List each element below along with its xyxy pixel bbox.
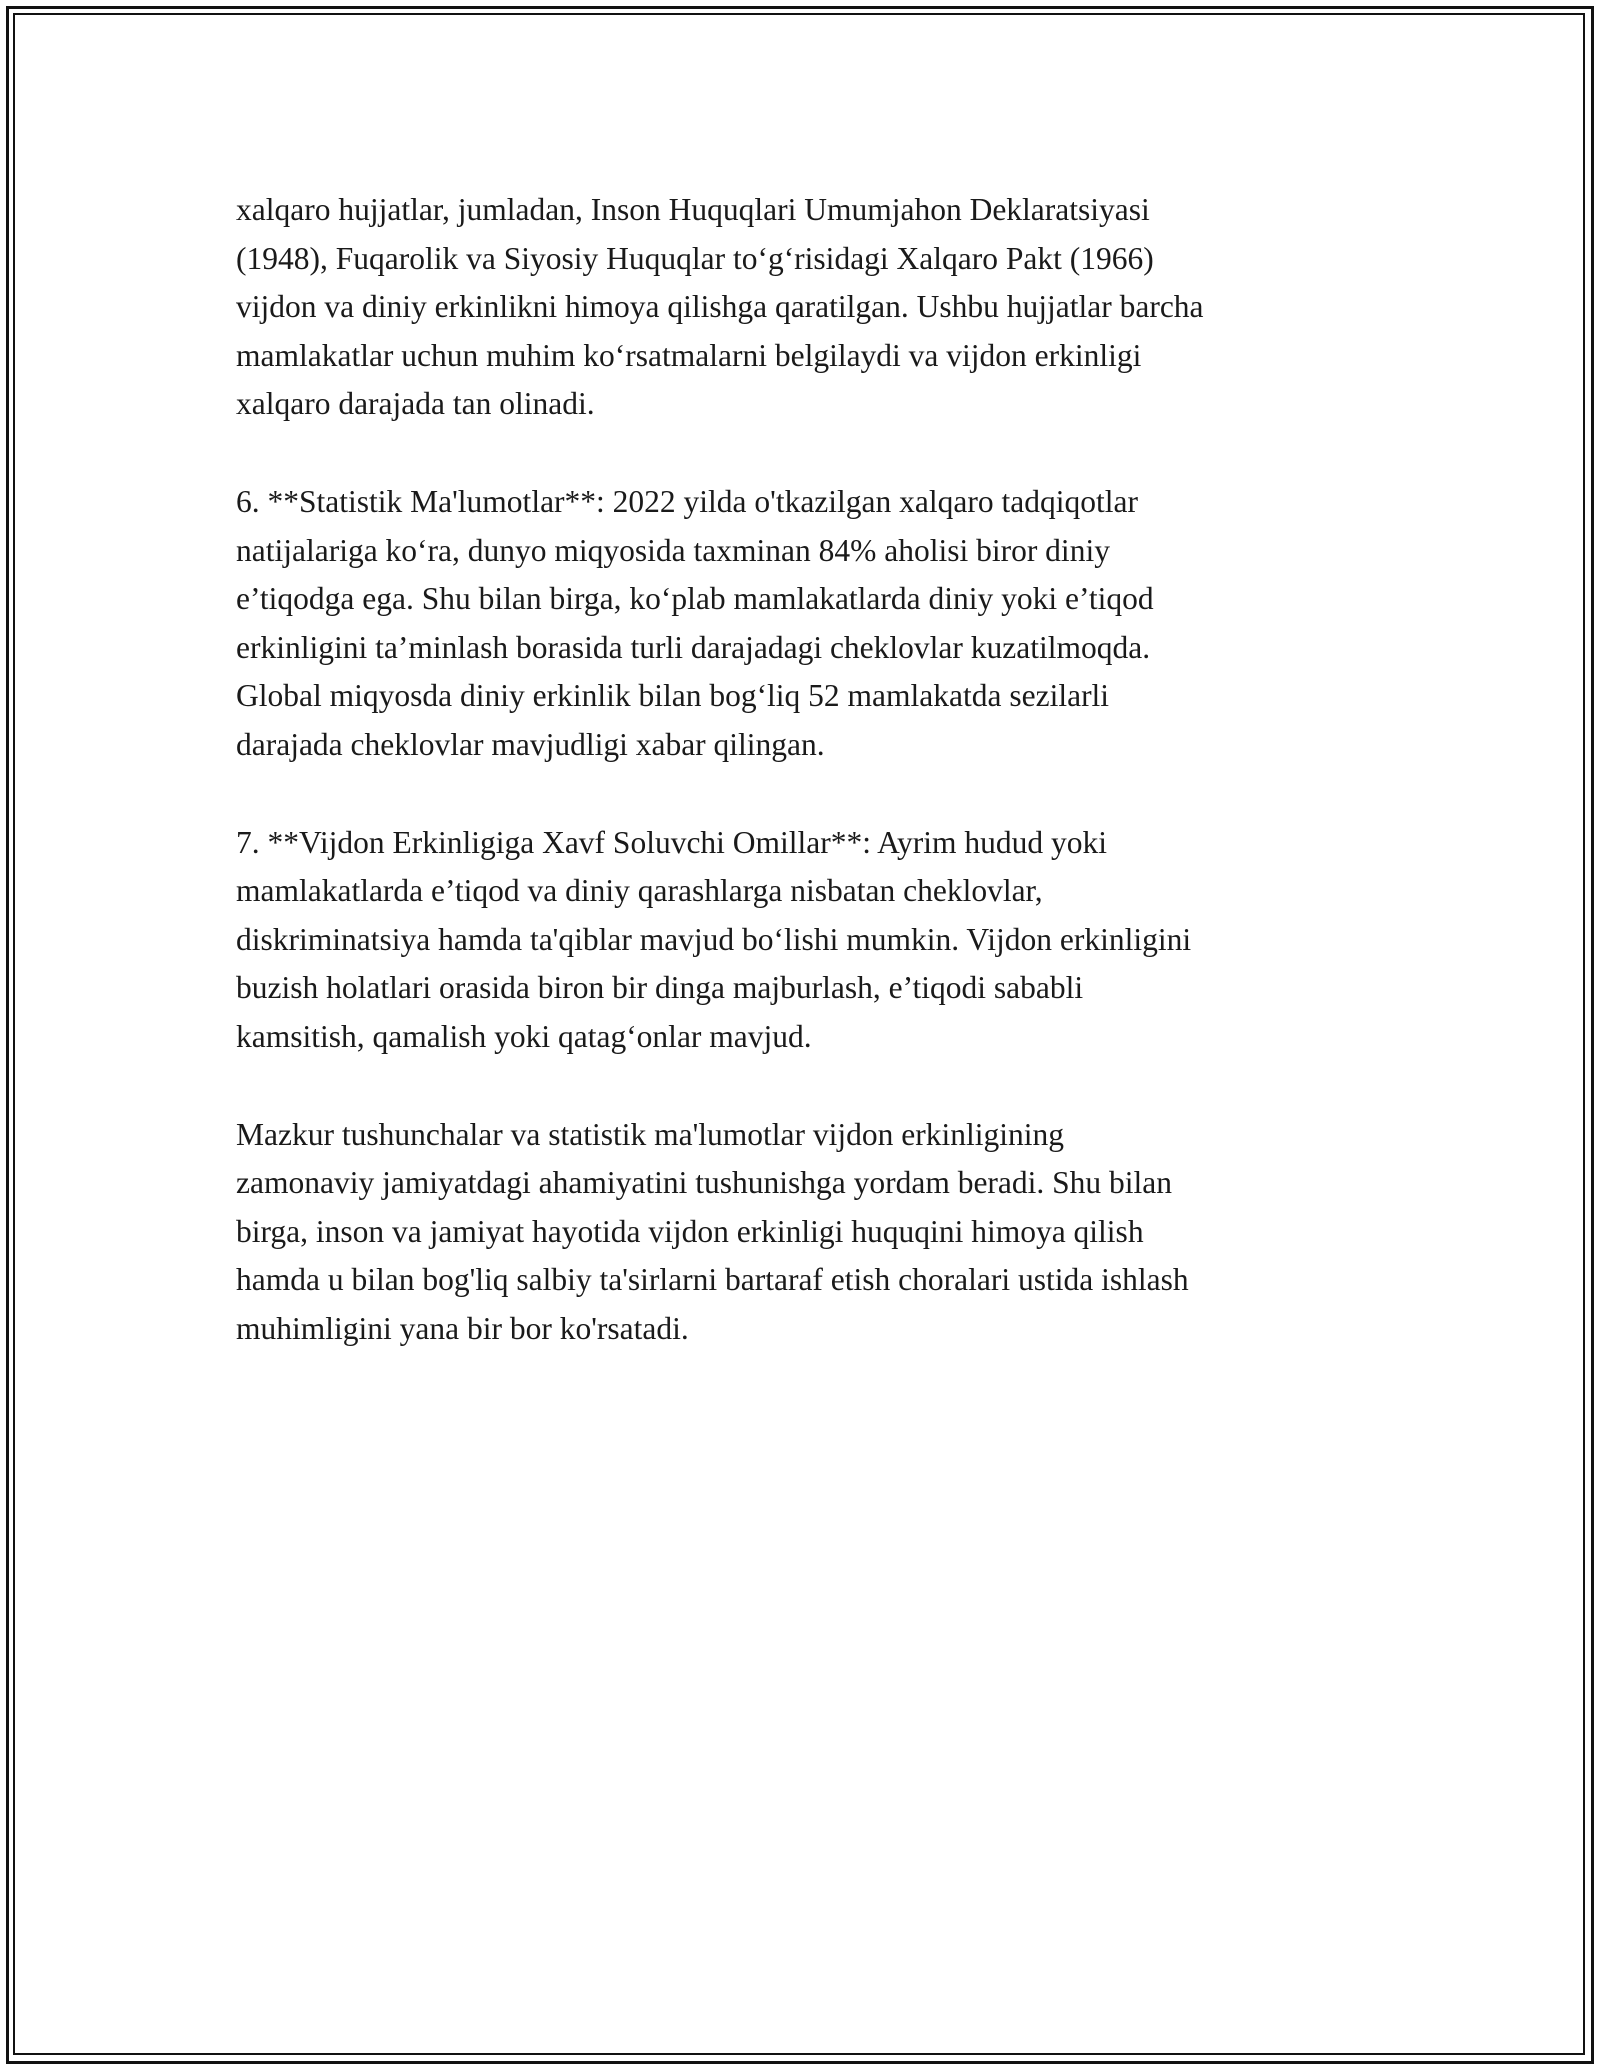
text-line: Mazkur tushunchalar va statistik ma'lumotlar vijdon erkinligining [236, 1116, 1065, 1152]
text-line: mamlakatlar uchun muhim ko‘rsatmalarni belgilaydi va vijdon erkinligi [236, 337, 1142, 373]
paragraph-threats [236, 819, 1386, 1062]
text-line: diskriminatsiya hamda ta'qiblar mavjud bo‘lishi mumkin. Vijdon erkinligini [236, 921, 1192, 957]
text-line: xalqaro darajada tan olinadi. [236, 386, 595, 422]
document-body [236, 186, 1386, 1402]
paragraph-conclusion [236, 1111, 1386, 1354]
text-line: darajada cheklovlar mavjudligi xabar qilingan. [236, 726, 825, 762]
text-line: 7. **Vijdon Erkinligiga Xavf Soluvchi Omillar**: Ayrim hudud yoki [236, 824, 1108, 860]
text-line: kamsitish, qamalish yoki qatag‘onlar mavjud. [236, 1018, 812, 1054]
text-line: birga, inson va jamiyat hayotida vijdon erkinligi huquqini himoya qilish [236, 1213, 1144, 1249]
text-line: vijdon va diniy erkinlikni himoya qilishga qaratilgan. Ushbu hujjatlar barcha [236, 289, 1204, 325]
text-line: e’tiqodga ega. Shu bilan birga, ko‘plab mamlakatlarda diniy yoki e’tiqod [236, 581, 1154, 617]
text-line: muhimligini yana bir bor ko'rsatadi. [236, 1310, 689, 1346]
text-line: Global miqyosda diniy erkinlik bilan bog‘liq 52 mamlakatda sezilarli [236, 678, 1110, 714]
text-line: erkinligini ta’minlash borasida turli darajadagi cheklovlar kuzatilmoqda. [236, 629, 1151, 665]
text-line: 6. **Statistik Ma'lumotlar**: 2022 yilda o'tkazilgan xalqaro tadqiqotlar [236, 483, 1138, 519]
text-line: mamlakatlarda e’tiqod va diniy qarashlarga nisbatan cheklovlar, [236, 873, 1043, 909]
text-line: buzish holatlari orasida biron bir dinga majburlash, e’tiqodi sababli [236, 970, 1084, 1006]
paragraph-intro-continued [236, 186, 1386, 429]
text-line: (1948), Fuqarolik va Siyosiy Huquqlar to‘g‘risidagi Xalqaro Pakt (1966) [236, 240, 1154, 276]
text-line: xalqaro hujjatlar, jumladan, Inson Huquqlari Umumjahon Deklaratsiyasi [236, 192, 1150, 227]
paragraph-statistics [236, 478, 1386, 770]
text-line: zamonaviy jamiyatdagi ahamiyatini tushunishga yordam beradi. Shu bilan [236, 1165, 1173, 1201]
text-line: hamda u bilan bog'liq salbiy ta'sirlarni bartaraf etish choralari ustida ishlash [236, 1262, 1189, 1298]
text-line: natijalariga ko‘ra, dunyo miqyosida taxminan 84% aholisi biror diniy [236, 532, 1110, 568]
